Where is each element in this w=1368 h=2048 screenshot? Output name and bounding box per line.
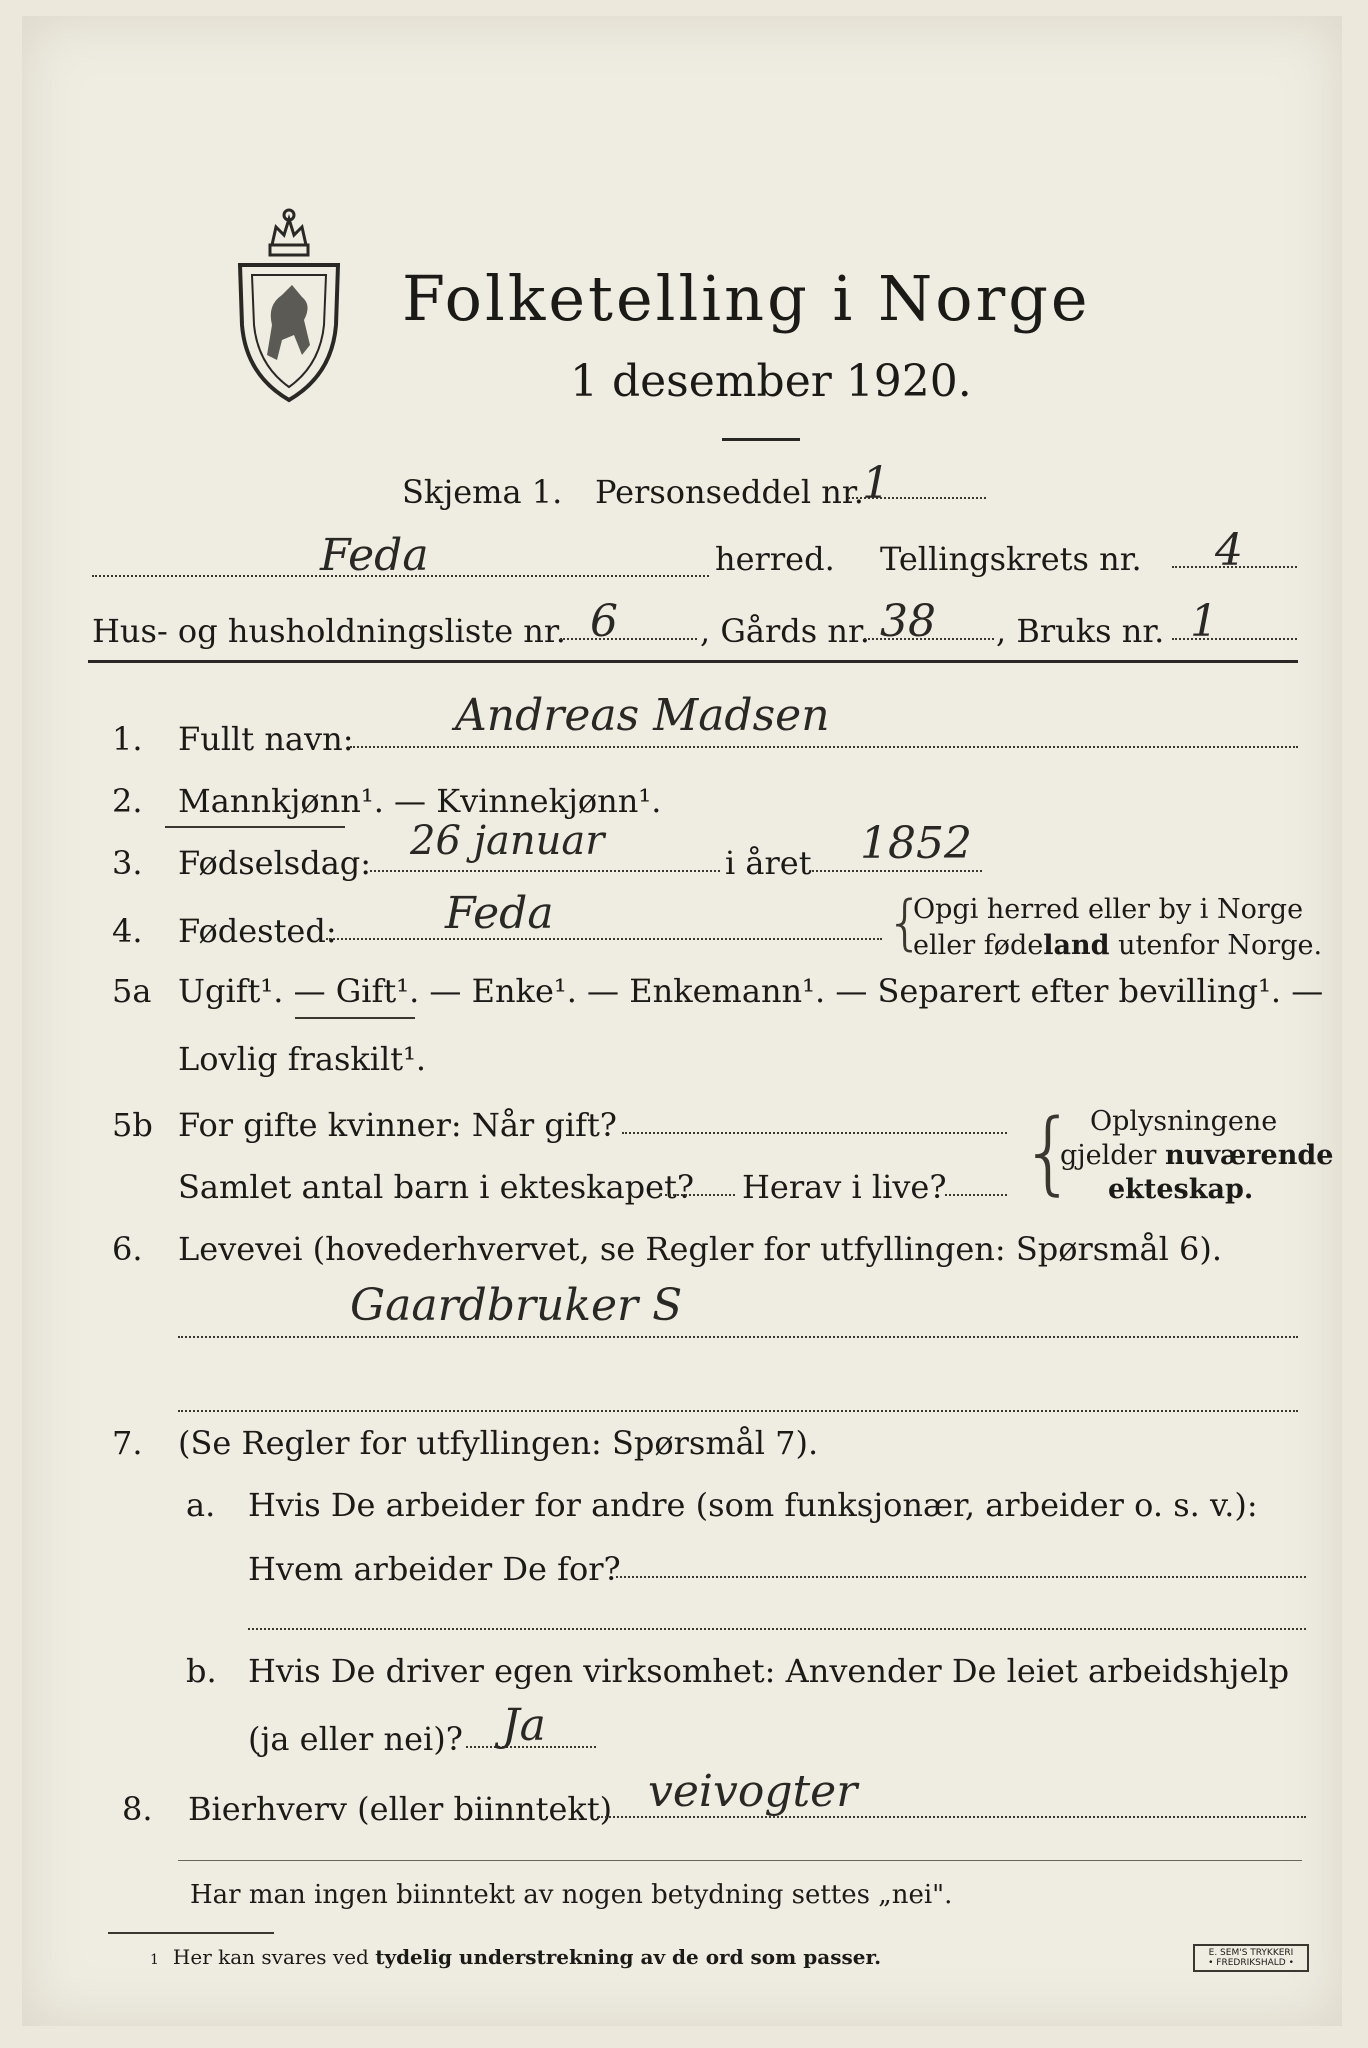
q7-number: 7.: [112, 1424, 143, 1462]
form-title: Folketelling i Norge: [402, 262, 1091, 335]
q4-note-brace: {: [886, 888, 925, 958]
hus-line: [560, 638, 697, 640]
hus-label: Hus- og husholdningsliste nr.: [92, 612, 566, 650]
q5b-note3: ekteskap.: [1108, 1174, 1254, 1205]
q8-label: Bierhverv (eller biinntekt): [188, 1790, 613, 1828]
herred-value[interactable]: Feda: [320, 530, 429, 581]
birth-date-value[interactable]: 26 januar: [410, 818, 605, 864]
q8-number: 8.: [122, 1790, 153, 1828]
q7-label: (Se Regler for utfyllingen: Spørsmål 7).: [178, 1424, 819, 1462]
gards-value[interactable]: 38: [880, 596, 936, 647]
q5b-note1: Oplysningene: [1090, 1106, 1278, 1137]
personseddel-label: Personseddel nr.: [595, 473, 864, 511]
q5b-number: 5b: [112, 1106, 153, 1144]
q1-number: 1.: [112, 720, 143, 758]
year-line: [812, 870, 982, 872]
q5b-children-line: [660, 1194, 735, 1196]
q3-label: Fødselsdag:: [178, 844, 372, 882]
hus-value[interactable]: 6: [590, 596, 618, 647]
year-label: i året: [725, 844, 812, 882]
q7a-line2: Hvem arbeider De for?: [248, 1550, 621, 1588]
q4-number: 4.: [112, 912, 143, 950]
hired-help-value[interactable]: Ja: [502, 1700, 546, 1751]
printer-stamp: E. SEM'S TRYKKERI • FREDRIKSHALD •: [1193, 1944, 1309, 1972]
personseddel-value[interactable]: 1: [862, 458, 890, 509]
gender-options[interactable]: Mannkjønn¹. — Kvinnekjønn¹.: [178, 782, 662, 820]
q4-label: Fødested:: [178, 912, 337, 950]
q6-line1: [178, 1336, 1298, 1338]
gards-label: , Gårds nr.: [700, 612, 870, 650]
q7b-line1: Hvis De driver egen virksomhet: Anvender De leiet arbeidshjelp: [248, 1652, 1290, 1690]
footer-note: Har man ingen biinntekt av nogen betydning settes „nei".: [190, 1880, 953, 1910]
birth-year-value[interactable]: 1852: [860, 818, 972, 869]
full-name-value[interactable]: Andreas Madsen: [455, 690, 830, 741]
q2-number: 2.: [112, 782, 143, 820]
side-income-value[interactable]: veivogter: [648, 1766, 858, 1817]
q7b-letter: b.: [186, 1652, 217, 1690]
q7b-line2: (ja eller nei)?: [248, 1720, 463, 1758]
gift-underline: [295, 1017, 415, 1019]
q5a-number: 5a: [112, 972, 152, 1010]
q7a-line1: Hvis De arbeider for andre (som funksjonær, arbeider o. s. v.):: [248, 1486, 1258, 1524]
q7a-extra-line: [248, 1628, 1306, 1630]
marital-status-line2[interactable]: Lovlig fraskilt¹.: [178, 1040, 427, 1078]
q4-note-line2: eller fødeland utenfor Norge.: [913, 930, 1323, 961]
q1-label: Fullt navn:: [178, 720, 354, 758]
coat-of-arms-icon: [232, 205, 346, 405]
q6-label: Levevei (hovederhvervet, se Regler for utfyllingen: Spørsmål 6).: [178, 1230, 1223, 1268]
marital-status-options[interactable]: Ugift¹. — Gift¹. — Enke¹. — Enkemann¹. — Separert efter bevilling¹. —: [178, 972, 1324, 1010]
q5b-alive-label: Herav i live?: [742, 1168, 947, 1206]
bruks-value[interactable]: 1: [1190, 596, 1218, 647]
q5b-children-label: Samlet antal barn i ekteskapet?: [178, 1168, 695, 1206]
q5b-line1: For gifte kvinner: Når gift?: [178, 1106, 617, 1144]
footer-divider: [178, 1860, 1302, 1861]
q5b-alive-line: [945, 1194, 1007, 1196]
census-date: 1 desember 1920.: [570, 356, 972, 407]
q7a-letter: a.: [186, 1486, 216, 1524]
tellingskrets-label: Tellingskrets nr.: [880, 540, 1142, 578]
q5b-note2: gjelder nuværende: [1060, 1140, 1334, 1171]
q1-line: [350, 746, 1298, 748]
footnote-divider: [108, 1932, 274, 1934]
q4-line: [326, 938, 882, 940]
footnote: 1 Her kan svares ved tydelig understrekning av de ord som passer.: [150, 1945, 882, 1969]
occupation-value[interactable]: Gaardbruker S: [350, 1280, 683, 1331]
herred-label: herred.: [715, 540, 835, 578]
header-divider: [88, 660, 1298, 663]
q6-line2: [178, 1410, 1298, 1412]
tellingskrets-value[interactable]: 4: [1215, 525, 1243, 576]
birthplace-value[interactable]: Feda: [445, 888, 554, 939]
bruks-label: , Bruks nr.: [996, 612, 1165, 650]
q4-note-line1: Opgi herred eller by i Norge: [913, 894, 1304, 925]
q7a-employer-line: [616, 1576, 1306, 1578]
q5b-married-line: [622, 1132, 1007, 1134]
q5b-note-brace: {: [1020, 1100, 1078, 1205]
q3-line: [370, 870, 720, 872]
q3-number: 3.: [112, 844, 143, 882]
title-divider: [722, 438, 800, 441]
q6-number: 6.: [112, 1230, 143, 1268]
gender-underline: [165, 826, 345, 828]
skjema-label: Skjema 1.: [402, 473, 563, 511]
